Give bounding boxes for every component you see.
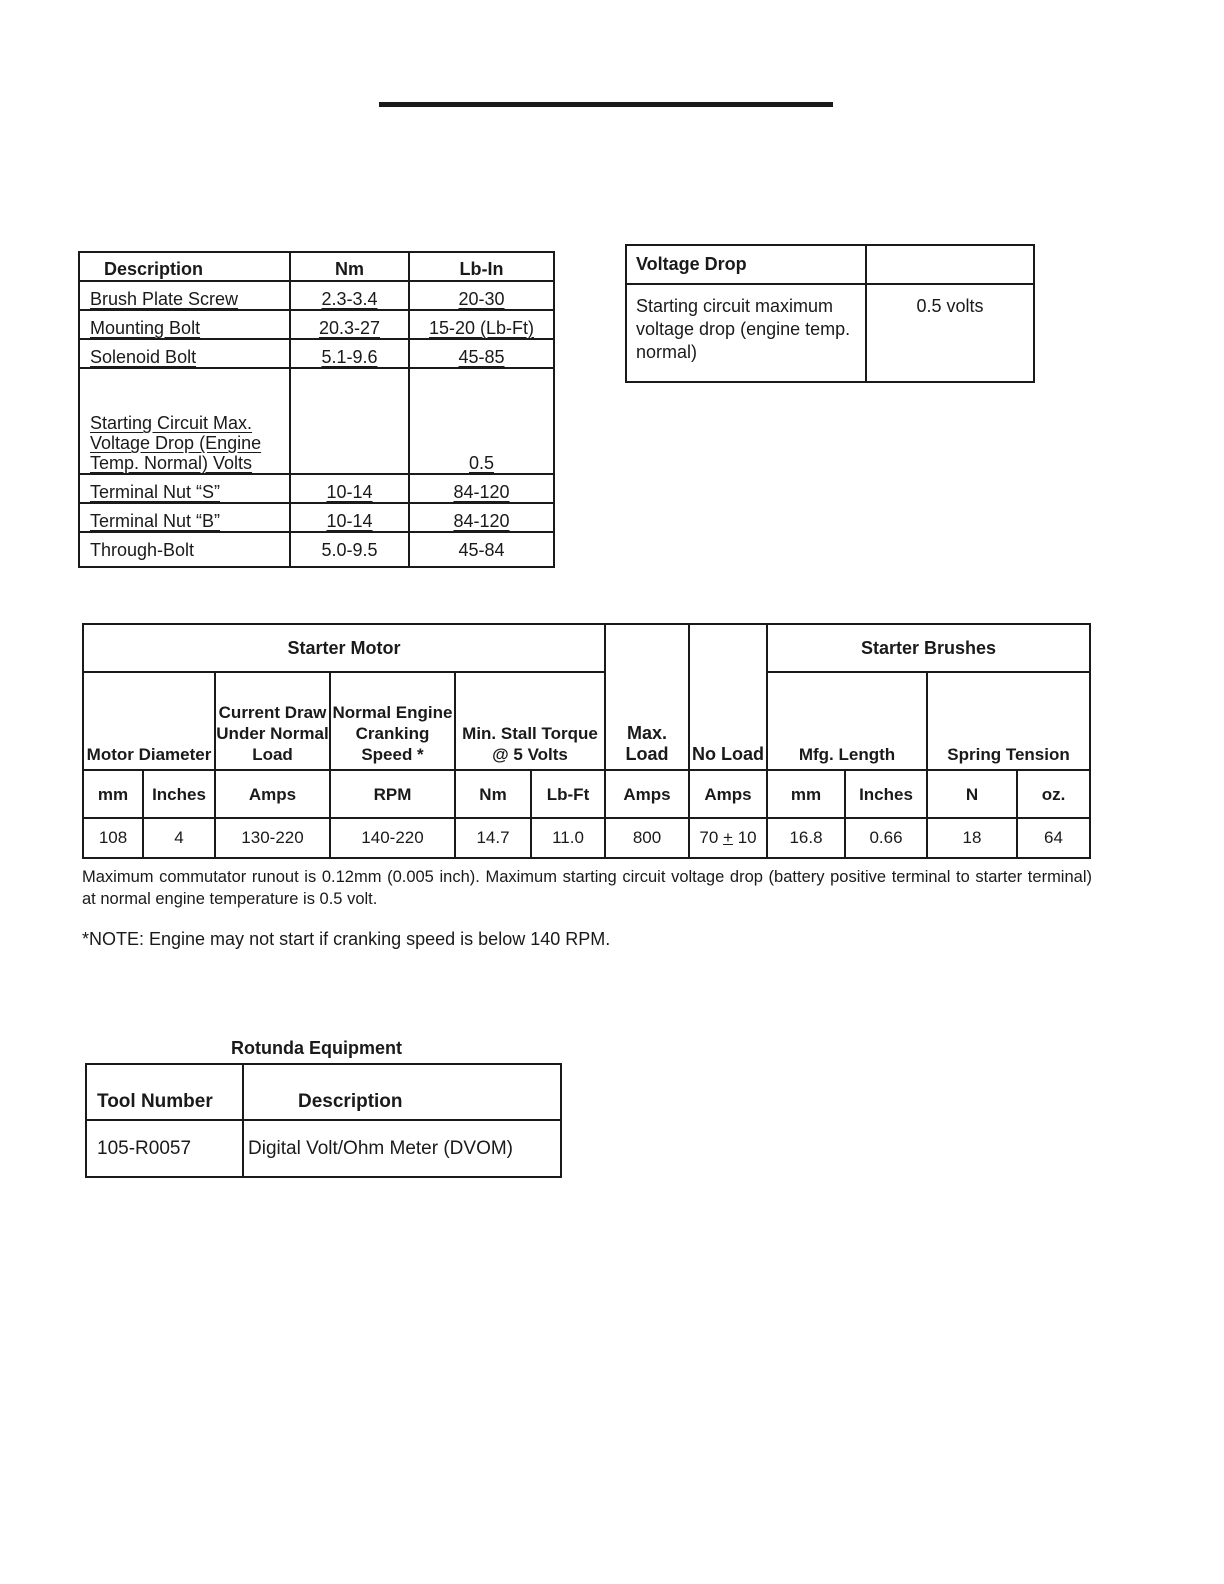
col-header-no-load: No Load [689,624,767,770]
cell-lbin: 45-85 [409,339,554,368]
table-row [79,281,554,310]
col-header-max-load: Max. Load [605,624,689,770]
units-row [83,770,1090,818]
group-header-row [83,624,1090,672]
table-row [79,368,554,474]
unit-cell: Lb-Ft [531,770,605,818]
torque-table [78,251,555,568]
runout-note: Maximum commutator runout is 0.12mm (0.005 inch). Maximum starting circuit voltage drop (battery positive terminal to starter terminal) at normal engine temperature is 0.5 volt. [82,868,1092,908]
value-cell: 16.8 [767,818,845,858]
col-header-spring-tension: Spring Tension [927,672,1090,770]
cell-tool-number: 105-R0057 [86,1120,243,1177]
cell-lbin: 84-120 [409,474,554,503]
unit-cell: Amps [605,770,689,818]
table-row [79,310,554,339]
unit-cell: Amps [215,770,330,818]
col-header-nm: Nm [290,252,409,281]
no-load-tolerance: 10 [737,828,757,847]
cranking-note: *NOTE: Engine may not start if cranking speed is below 140 RPM. [82,929,611,949]
table-header-row [626,245,1034,284]
value-cell: 11.0 [531,818,605,858]
unit-cell: oz. [1017,770,1090,818]
cell-nm: 10-14 [290,503,409,532]
cell-nm: 5.0-9.5 [290,532,409,567]
table-row [83,818,1090,858]
cell-lbin: 84-120 [409,503,554,532]
value-cell: 0.66 [845,818,927,858]
value-cell: 4 [143,818,215,858]
cell-description: Through-Bolt [79,532,290,567]
table-row [79,339,554,368]
table-header-row [79,252,554,281]
group-header-starter-brushes: Starter Brushes [767,624,1090,672]
cell-lbin: 15-20 (Lb-Ft) [409,310,554,339]
value-cell: 18 [927,818,1017,858]
col-header-motor-diameter: Motor Diameter [83,672,215,770]
col-header-cranking-speed: Normal Engine Cranking Speed * [330,672,455,770]
cell-description: Digital Volt/Ohm Meter (DVOM) [243,1120,561,1177]
unit-cell: mm [83,770,143,818]
value-cell: 800 [605,818,689,858]
value-cell: 64 [1017,818,1090,858]
cell-lbin: 0.5 [409,368,554,474]
rotunda-table [85,1063,562,1178]
cell-description: Solenoid Bolt [79,339,290,368]
cell-description: Brush Plate Screw [79,281,290,310]
col-header-description: Description [79,252,290,281]
col-header-mfg-length: Mfg. Length [767,672,927,770]
voltage-drop-header-blank [866,245,1034,284]
col-header-current-draw: Current Draw Under Normal Load [215,672,330,770]
value-cell: 14.7 [455,818,531,858]
cell-nm: 2.3-3.4 [290,281,409,310]
voltage-drop-header: Voltage Drop [626,245,866,284]
unit-cell: RPM [330,770,455,818]
unit-cell: Nm [455,770,531,818]
unit-cell: mm [767,770,845,818]
value-cell: 130-220 [215,818,330,858]
col-header-tool-number: Tool Number [86,1064,243,1120]
col-header-description: Description [243,1064,561,1120]
table-row [79,474,554,503]
cell-description: Terminal Nut “S” [79,474,290,503]
cell-nm: 10-14 [290,474,409,503]
rotunda-title: Rotunda Equipment [231,1038,402,1058]
unit-cell: Inches [845,770,927,818]
voltage-drop-table [625,244,1035,383]
col-header-lbin: Lb-In [409,252,554,281]
sub-header-row [83,672,1090,770]
cell-description: Terminal Nut “B” [79,503,290,532]
value-cell: 140-220 [330,818,455,858]
voltage-drop-value: 0.5 volts [866,284,1034,382]
value-cell-no-load [689,818,767,858]
starter-spec-table [82,623,1091,859]
table-row [86,1120,561,1177]
cell-description: Mounting Bolt [79,310,290,339]
table-row [79,532,554,567]
value-cell: 108 [83,818,143,858]
cell-lbin: 20-30 [409,281,554,310]
plus-minus-sign: + [723,828,733,847]
unit-cell: Amps [689,770,767,818]
cell-nm: 5.1-9.6 [290,339,409,368]
no-load-value: 70 [699,828,719,847]
unit-cell: N [927,770,1017,818]
unit-cell: Inches [143,770,215,818]
voltage-drop-description: Starting circuit maximum voltage drop (engine temp. normal) [626,284,866,382]
cell-description: Starting Circuit Max. Voltage Drop (Engine Temp. Normal) Volts [79,368,290,474]
table-header-row [86,1064,561,1120]
col-header-stall-torque: Min. Stall Torque @ 5 Volts [455,672,605,770]
title-rule [379,102,833,107]
cell-lbin: 45-84 [409,532,554,567]
table-row [626,284,1034,382]
cell-nm: 20.3-27 [290,310,409,339]
group-header-starter-motor: Starter Motor [83,624,605,672]
table-row [79,503,554,532]
cell-nm [290,368,409,474]
